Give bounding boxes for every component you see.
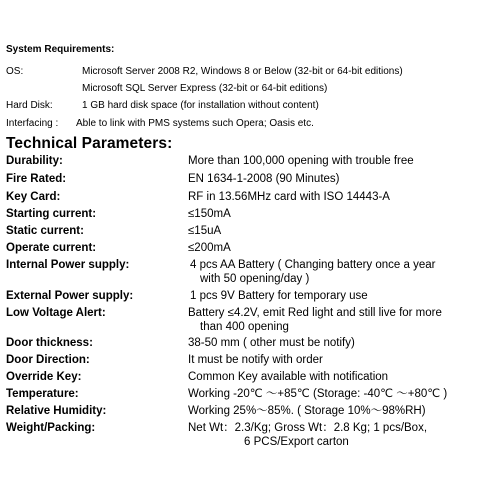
sys-label: Hard Disk: bbox=[6, 100, 53, 111]
param-label: Weight/Packing: bbox=[6, 422, 96, 434]
param-value bbox=[188, 207, 493, 221]
param-label: Temperature: bbox=[6, 388, 79, 400]
param-value-line: with 50 opening/day ) bbox=[200, 273, 310, 285]
param-label: Relative Humidity: bbox=[6, 405, 107, 417]
param-value-line: EN 1634-1-2008 (90 Minutes) bbox=[188, 173, 340, 185]
param-value-line: 6 PCS/Export carton bbox=[244, 436, 349, 448]
param-label: Door thickness: bbox=[6, 337, 93, 349]
sys-label: OS: bbox=[6, 66, 24, 77]
param-value-line: 38-50 mm ( other must be notify) bbox=[188, 337, 355, 349]
param-value-line: Working 25%～85%. ( Storage 10%～98%RH) bbox=[188, 405, 426, 417]
param-value-line: ≤200mA bbox=[188, 242, 231, 254]
param-value-line: 1 pcs 9V Battery for temporary use bbox=[190, 290, 368, 302]
param-value-line: RF in 13.56MHz card with ISO 14443-A bbox=[188, 191, 390, 203]
param-value-line: Battery ≤4.2V, emit Red light and still live for more bbox=[188, 307, 442, 319]
param-value bbox=[188, 336, 493, 350]
param-label: Door Direction: bbox=[6, 354, 90, 366]
param-value-line: Net Wt：2.3/Kg; Gross Wt：2.8 Kg; 1 pcs/Box, bbox=[188, 422, 428, 434]
param-label: External Power supply: bbox=[6, 290, 134, 302]
param-value bbox=[188, 306, 493, 334]
param-label: Operate current: bbox=[6, 242, 97, 254]
param-value bbox=[188, 224, 493, 238]
param-label: Low Voltage Alert: bbox=[6, 307, 106, 319]
param-value bbox=[188, 258, 493, 286]
param-label: Internal Power supply: bbox=[6, 259, 130, 271]
param-value-line: It must be notify with order bbox=[188, 354, 323, 366]
system-requirements-title: System Requirements: bbox=[6, 44, 115, 55]
param-value-line: Working -20℃ ～+85℃ (Storage: -40℃ ～+80℃ ) bbox=[188, 388, 448, 400]
param-value bbox=[188, 387, 493, 401]
param-value bbox=[188, 421, 493, 449]
technical-parameters-title: Technical Parameters: bbox=[6, 135, 173, 152]
sys-value: Microsoft SQL Server Express (32-bit or 64-bit editions) bbox=[82, 83, 328, 94]
param-label: Static current: bbox=[6, 225, 84, 237]
param-value-line: More than 100,000 opening with trouble free bbox=[188, 155, 414, 167]
param-value-line: 4 pcs AA Battery ( Changing battery once a year bbox=[190, 259, 436, 271]
param-value bbox=[188, 353, 493, 367]
param-value bbox=[188, 289, 493, 303]
sys-value: Microsoft Server 2008 R2, Windows 8 or Below (32-bit or 64-bit editions) bbox=[82, 66, 403, 77]
param-value bbox=[188, 172, 493, 186]
param-value-line: ≤150mA bbox=[188, 208, 231, 220]
param-value bbox=[188, 190, 493, 204]
param-label: Override Key: bbox=[6, 371, 82, 383]
param-value bbox=[188, 404, 493, 418]
param-label: Starting current: bbox=[6, 208, 97, 220]
param-value-line: than 400 opening bbox=[200, 321, 289, 333]
sys-label: Interfacing : bbox=[6, 118, 59, 129]
param-value bbox=[188, 241, 493, 255]
param-value-line: ≤15uA bbox=[188, 225, 222, 237]
param-label: Fire Rated: bbox=[6, 173, 67, 185]
param-value-line: Common Key available with notification bbox=[188, 371, 389, 383]
param-value bbox=[188, 370, 493, 384]
param-label: Durability: bbox=[6, 155, 63, 167]
sys-value: 1 GB hard disk space (for installation without content) bbox=[82, 100, 319, 111]
param-value bbox=[188, 154, 493, 168]
param-label: Key Card: bbox=[6, 191, 61, 203]
sys-value: Able to link with PMS systems such Opera; Oasis etc. bbox=[76, 118, 314, 129]
